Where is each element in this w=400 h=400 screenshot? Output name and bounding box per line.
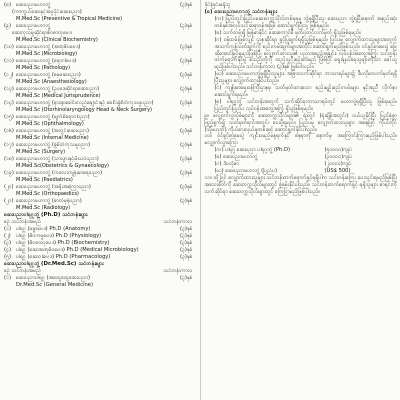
course-name-mm: ဆေးပညာမဟာဘွဲ့ bbox=[16, 2, 51, 8]
course-duration: (၃)နှစ် bbox=[179, 100, 193, 106]
course-row bbox=[4, 226, 195, 233]
requirement-paragraphs bbox=[205, 16, 397, 113]
course-name-en: M.Med.Sc (Preventive & Tropical Medicine) bbox=[16, 16, 123, 22]
course-name-en: M.Med.Sc (Paediatrics) bbox=[16, 177, 73, 183]
course-entry bbox=[4, 184, 195, 191]
course-duration: (၃)နှစ် bbox=[179, 2, 193, 8]
course-row bbox=[4, 275, 195, 282]
right-column bbox=[201, 2, 397, 400]
row-number: (၁) bbox=[4, 275, 11, 281]
row-duration: (၃)နှစ် bbox=[179, 226, 193, 232]
course-entry bbox=[4, 114, 195, 121]
course-duration: (၃)နှစ် bbox=[179, 128, 193, 134]
course-row bbox=[4, 240, 195, 247]
course-row bbox=[4, 247, 195, 254]
section-number: (၈) bbox=[204, 9, 213, 15]
course-entry bbox=[4, 23, 195, 30]
phd-course-list bbox=[4, 226, 195, 261]
fee-paragraph: ၁၀။ ဝင်ခွင့်စာမေးပွဲ ကျင်းပမည့်နေ့ရက်နှင့် နေရာကို နောက်မှ အကြောင်းကြားမည်ဖြစ်ပါသည်။ လျှောက်လွှာကြေး bbox=[204, 133, 397, 147]
course-entry bbox=[4, 170, 195, 177]
course-entry bbox=[4, 142, 195, 149]
course-name-en: M.Med.Sc (Anaesthesiology) bbox=[16, 79, 87, 85]
drmed-course-list bbox=[4, 275, 195, 289]
row-name: ပါရဂူ (ဇီဝဓာတုဗေဒ) Ph.D (Biochemistry) bbox=[16, 240, 110, 246]
course-duration: (၃)နှစ် bbox=[179, 184, 193, 190]
course-row bbox=[4, 282, 195, 289]
course-number: (၁၀) bbox=[4, 44, 14, 50]
drmed-period-label: သင်တန်းကာလ bbox=[163, 268, 193, 274]
course-entry bbox=[4, 100, 195, 107]
course-number: (၁၄) bbox=[4, 100, 14, 106]
fee-label: (ဃ) ဆေးပညာမဟာဘွဲ့ (ပြည်ပ) bbox=[214, 168, 277, 175]
fee-row bbox=[205, 147, 397, 154]
course-number: (၈) bbox=[4, 2, 12, 8]
course-name-mm: ဆေးပညာမဟာဘွဲ့ (အတွင်းဆေးပညာ) bbox=[16, 128, 89, 134]
phd-table-header bbox=[4, 219, 195, 226]
course-duration: (၃)နှစ် bbox=[179, 114, 193, 120]
row-name: Dr.Med.Sc (General Medicine) bbox=[16, 282, 94, 288]
course-entry bbox=[4, 198, 195, 205]
row-number: (၅) bbox=[4, 254, 11, 260]
course-entry bbox=[4, 156, 195, 163]
course-entry bbox=[4, 58, 195, 65]
course-duration: (၃)နှစ် bbox=[179, 86, 193, 92]
row-number: (၄) bbox=[4, 247, 11, 253]
course-entry bbox=[4, 72, 195, 79]
course-name-mm: ဆေးပညာမဟာဘွဲ့ bbox=[16, 23, 51, 29]
course-number: (၁၃) bbox=[4, 86, 14, 92]
course-name-mm: ဆေးပညာမဟာဘွဲ့ (ဥပဒေဆိုင်ရာဆေးပညာ) bbox=[16, 86, 100, 92]
closing-paragraph: ၁၁။ ထို့ပြင် လျှောက်ထားသူများ သင်တန်းတက်ရောက်ခွင့်ရရှိပါက သင်တန်းကြေး ပေးသွင်းရမည်ဖြစ်ပြီး အသေးစိတ်ကို ဆေးတက္ကသိုလ်များတွင် စုံစမ်းနိုင်ပါသည်။ သင်တန်းတက်ရောက်ခွင့် ရရှိသူများ စာရင်းကို သက်ဆိုင်ရာ ဆေးတက္ကသိုလ်များတွင် ကြေငြာမည်ဖြစ်ပါသည်။ bbox=[204, 175, 397, 196]
fee-value: (၃၀၀၀၀)ကျပ် bbox=[324, 154, 352, 161]
course-duration: (၃)နှစ် bbox=[179, 198, 193, 204]
fee-value: (US$ 500) bbox=[324, 168, 351, 175]
course-number: (၉) bbox=[4, 23, 11, 29]
course-name-en: M.Med.Sc(Obstetrics & Gynaecology) bbox=[16, 163, 110, 169]
course-duration: (၃)နှစ် bbox=[179, 170, 193, 176]
requirement-paragraph: (ဃ) ဆေးပညာမဟာဘွဲ့ရရှိပြီးသူများ၊ အခြားသက်ဆိုင်ရာ ဘာသာရပ်များ၌ ဒီပလိုမာလက်မှတ်ရရှိပြီးသူများ လျှောက်ထားနိုင်ပါသည်။ bbox=[214, 71, 397, 85]
row-number: (၁) bbox=[4, 226, 11, 232]
course-number: (၁၈) bbox=[4, 156, 14, 162]
course-number: (၁၂) bbox=[4, 72, 14, 78]
course-name-mm: ဆေးပညာမဟာဘွဲ့ (အဏုဇီဝဗေဒ) bbox=[16, 44, 81, 50]
course-name-en: M.Med.Sc (Internal Medicine) bbox=[16, 135, 89, 141]
course-name-mm: ဆေးပညာမဟာဘွဲ့ (မေ့ဆေးပညာ) bbox=[16, 72, 81, 78]
course-name-en: M.Med.Sc (Clinical Biochemistry) bbox=[16, 37, 98, 43]
course-number: (၁၇) bbox=[4, 142, 14, 148]
course-number: (၁၆) bbox=[4, 128, 14, 134]
fee-label: (က) ပါရဂူ ဆေးပညာ ပါရဂူဘွဲ့ (Ph.D) bbox=[214, 147, 290, 154]
course-number: (၁၁) bbox=[4, 58, 14, 64]
drmed-table-header bbox=[4, 268, 195, 275]
row-duration: (၃)နှစ် bbox=[179, 240, 193, 246]
course-duration: (၃)နှစ် bbox=[179, 44, 193, 50]
fee-paragraph: ၉။ လျှောက်လွှာပုံစံများကို ဆေးတက္ကသိုလ်များ၏ ရုံးတွင် (ရုံးချိန်အတွင်း) ဝယ်ယူနိုင်ပြီး ပြည့်စုံစွာ ဖြည့်စွက်၍ သတ်မှတ်ရက်အတွင်း ပေးပို့ရမည်။ ပြည်ပမှ လျှောက်ထားသူများ အနေဖြင့် ကိုယ်တိုင် (သို့မဟုတ်) ကိုယ်စားလှယ်မှတစ်ဆင့် ဆောင်ရွက်နိုင်ပါသည်။ bbox=[204, 112, 397, 133]
course-name-en: M.Med.Sc (Otorhinolaryngology Head & Neck Surgery) bbox=[16, 107, 152, 113]
course-row bbox=[4, 233, 195, 240]
course-name-en: M.Med.Sc (Ophthalmology) bbox=[16, 121, 84, 127]
row-duration: (၃)နှစ် bbox=[179, 247, 193, 253]
course-subtitle: (ကာကွယ်ဆေးနှင့်အပူပိုင်းဆေးပညာ) bbox=[12, 9, 82, 15]
course-duration: (၃)နှစ် bbox=[179, 72, 193, 78]
fee-row bbox=[205, 154, 397, 161]
course-name-en: M.Med.Sc (Orthopaedics) bbox=[16, 191, 79, 197]
requirement-paragraph: (စ) ပါရဂူဘွဲ့ သင်တန်းအတွက် သက်ဆိုင်ရာဘာသာရပ်တွင် မဟာဘွဲ့ရရှိပြီးသူ ဖြစ်ရမည်။ ပြည်တွင်းပြည်ပ လုပ်ငန်းအတွေ့အကြုံ ရှိသူဖြစ်ရမည်။ bbox=[214, 98, 397, 112]
course-entry bbox=[4, 128, 195, 135]
requirement-paragraph: (ဂ) ဝန်ထမ်းဖြစ်လျှင် ဌာနဆိုင်ရာ ခွင့်ပြုချက်ရရှိသူဖြစ်ရမည်။ ပြင်ပမှ လျှောက်ထားသူများအတွက် အသက်ကန့်သတ်ချက်ကို စည်းကမ်းချက်များအတိုင်း ဆောင်ရွက်မည်ဖြစ်သည်။ ဝင်ခွင့်စာမေးပွဲ ဖြေဆိုအောင်မြင်ရမည်ဖြစ်ပြီး လျှောက်ထားသူ၏ ပညာအရည်အချင်း၊ လုပ်ငန်းအတွေ့အကြုံ၊ သင်တန်းတက်ရောက်နိုင်မှု စသည်တို့ကို ထည့်သွင်းစဉ်းစားမည် ဖြစ်ပြီး ရွေးချယ်ခံရသူများကိုသာ ခေါ်ယူမည်ဖြစ်ပါသည်။ သင်တန်းကာလ (၃)နှစ် ဖြစ်ပါသည်။ bbox=[214, 36, 397, 71]
requirement-paragraph: (ခ) သက်တမ်းရှိ မြန်မာနိုင်ငံ ဆေးကောင်စီ မှတ်ပုံတင်လက်မှတ် ရှိသူဖြစ်ရမည်။ bbox=[214, 29, 362, 36]
course-name-mm: ဆေးပညာမဟာဘွဲ့ (အရိုးအကြောပညာ) bbox=[16, 184, 91, 190]
course-name-mm: ဆေးပညာမဟာဘွဲ့ (မျက်စိရောဂါပညာ) bbox=[16, 114, 90, 120]
fee-paragraphs bbox=[205, 113, 397, 148]
course-name-mm: ဆေးပညာမဟာဘွဲ့ (ကလေးကျန်းမာရေးပညာ) bbox=[16, 170, 103, 176]
section-heading bbox=[205, 9, 397, 16]
phd-period-label: သင်တန်းကာလ bbox=[163, 219, 193, 225]
course-duration: (၃)နှစ် bbox=[179, 156, 193, 162]
course-name-en: M.Med.Sc (Pathology) bbox=[16, 65, 71, 71]
row-number: (၃) bbox=[4, 240, 11, 246]
right-top-line: ခိုင်းခြင်းမရှိသူ bbox=[204, 2, 231, 8]
fee-table bbox=[205, 147, 397, 175]
requirement-paragraph: (င) ကျန်းမာရေးဝန်ကြီးဌာနမှ သတ်မှတ်ထားသော စည်းမျဉ်းစည်းကမ်းများ နှင့်အညီ လိုက်နာဆောင်ရွက်ရမည်။ bbox=[214, 85, 397, 98]
course-name-en: M.Med.Sc (Medical Jurisprudence) bbox=[16, 93, 101, 99]
row-name: ဆေးပညာပါရဂူ (အထွေထွေဆေးပညာ) bbox=[16, 275, 91, 281]
course-duration: (၃)နှစ် bbox=[179, 23, 193, 29]
row-number: (၂) bbox=[4, 233, 11, 239]
course-name-en: M.Med.Sc (Surgery) bbox=[16, 149, 66, 155]
row-duration: (၃)နှစ် bbox=[179, 254, 193, 260]
course-number: (၁၅) bbox=[4, 114, 14, 120]
fee-row bbox=[205, 168, 397, 175]
course-name-mm: ဆေးပညာမဟာဘွဲ့ (နား၊နှာခေါင်း၊လည်ချောင်းနှင့် ခေါင်းခွဲစိတ်ကုသမှုပညာ) bbox=[16, 100, 154, 106]
fee-value: (၂၀၀၀၀)ကျပ် bbox=[324, 161, 352, 168]
course-number: (၂၁) bbox=[4, 198, 14, 204]
course-name-en: M.Med.Sc (Microbiology) bbox=[16, 51, 78, 57]
fee-value: (၅၀၀၀၀)ကျပ် bbox=[324, 147, 352, 154]
course-duration: (၃)နှစ် bbox=[179, 142, 193, 148]
course-entry bbox=[4, 2, 195, 9]
course-name-mm: ဆေးပညာမဟာဘွဲ့ (ဓာတ်မှန်ပညာ) bbox=[16, 198, 82, 204]
row-name: ပါရဂူ (ဇီဝကမ္မဗေဒ) Ph.D (Physiology) bbox=[16, 233, 102, 239]
fee-row bbox=[205, 161, 397, 168]
section-title: ဆေးပညာမဟာဘွဲ့ သင်တန်းများ bbox=[214, 9, 277, 15]
row-name: ပါရဂူ (ဆေးအဏုဇီဝဗေဒ) Ph.D (Medical Microbiology) bbox=[16, 247, 139, 253]
course-name-mm: ဆေးပညာမဟာဘွဲ့ (ရောဂါဗေဒ) bbox=[16, 58, 77, 64]
course-duration: (၃)နှစ် bbox=[179, 58, 193, 64]
course-number: (၁၉) bbox=[4, 170, 14, 176]
left-column bbox=[4, 2, 201, 400]
fee-label: (ခ) ဆေးပညာမဟာဘွဲ့ bbox=[214, 154, 258, 161]
drmed-sub-label: စဉ် သင်တန်းအမည် bbox=[4, 268, 42, 274]
course-entry bbox=[4, 86, 195, 93]
requirement-paragraph: (က) ပြည်တွင်းပြည်ပဆေးတက္ကသိုလ်တစ်ခုခုမှ ဘွဲ့ရရှိပြီးသူ၊ ဆေးပညာ ဘွဲ့ရပြီးနောက် အနည်းဆုံး တစ်နှစ်အလုပ်သင်ဆရာဝန်အဖြစ် ဆောင်ရွက်ပြီးသူ ဖြစ်ရမည်။ bbox=[214, 16, 397, 29]
masters-course-list bbox=[4, 2, 195, 212]
course-entry bbox=[4, 44, 195, 51]
phd-sub-label: စဉ် သင်တန်းအမည် bbox=[4, 219, 42, 225]
row-name: ပါရဂူ (ဆေးဝါးဗေဒ) Ph.D (Pharmacology) bbox=[16, 254, 111, 260]
course-name-en: M.Med.Sc (Radiology) bbox=[16, 205, 71, 211]
course-subtitle: ဆေးကုသမှုဆိုင်ရာဇီဝဓာတုဗေဒ bbox=[12, 30, 72, 36]
course-row bbox=[4, 254, 195, 261]
fee-label: (ဂ) ဒီပလိုမာ bbox=[214, 161, 239, 168]
row-name: ပါရဂူ (ခန္ဓာဗေဒ) Ph.D (Anatomy) bbox=[16, 226, 91, 232]
row-duration: (၃)နှစ် bbox=[179, 233, 193, 239]
course-name-mm: ဆေးပညာမဟာဘွဲ့ (ခွဲစိတ်ကုသမှုပညာ) bbox=[16, 142, 90, 148]
drmed-heading: ဆေးပညာပါရဂူဘွဲ့ (Dr.Med.Sc) သင်တန်းများ bbox=[4, 261, 104, 267]
course-name-mm: ဆေးပညာမဟာဘွဲ့ (သားဖွားနှင့်မီးယပ်ပညာ) bbox=[16, 156, 99, 162]
phd-heading: ဆေးပညာပါရဂူဘွဲ့ (Ph.D) သင်တန်းများ bbox=[4, 212, 88, 218]
row-duration: (၃)နှစ် bbox=[179, 275, 193, 281]
course-number: (၂၀) bbox=[4, 184, 14, 190]
